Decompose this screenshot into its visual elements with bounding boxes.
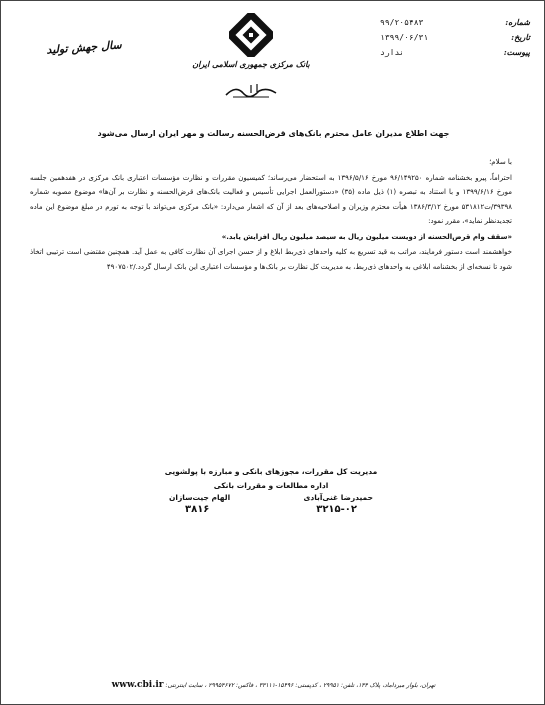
code-right: ۳۲۱۵-۰۲ bbox=[316, 504, 357, 515]
footer-address: تهران، بلوار میرداماد، پلاک ۱۴۴، تلفن: ۲۹۹۵۱ ، کدپستی: ۱۵۴۹۶-۳۳۱۱۱ ، فاکس: ۲۹۹۵۴۶۷۲ ، سایت اینترنتی: bbox=[165, 682, 436, 689]
signer-codes bbox=[151, 504, 391, 515]
resolution-quote: «سقف وام قرض‌الحسنه از دویست میلیون ریال به سیصد میلیون ریال افزایش یابد.» bbox=[221, 232, 512, 241]
signature-block bbox=[151, 467, 391, 515]
attachment-row bbox=[380, 45, 530, 60]
code-left: ۳۸۱۶ bbox=[185, 504, 210, 515]
number-label: شماره: bbox=[505, 17, 530, 27]
letter-footer bbox=[1, 680, 545, 690]
date-row bbox=[380, 30, 530, 45]
bismillah-calligraphy bbox=[221, 79, 281, 103]
central-bank-logo-icon bbox=[229, 13, 273, 57]
attachment-value: ندارد bbox=[380, 48, 405, 57]
bank-name: بانک مرکزی جمهوری اسلامی ایران bbox=[192, 59, 310, 69]
signer-names bbox=[151, 493, 391, 502]
greeting: با سلام؛ bbox=[489, 158, 512, 166]
body-paragraph-1: احتراماً، پیرو بخشنامه شماره ۹۶/۱۴۹۲۵۰ مورخ ۱۳۹۶/۵/۱۶ به استحضار می‌رساند؛ کمیسیون مقررات و نظارت مؤسسات اعتباری بانک مرکزی در هفدهمین جلسه مورخ ۱۳۹۹/۶/۱۶ و با استناد به تبصره (۱) ذیل ماده (۳۵) «دستورالعمل اجرایی تأسیس و فعالیت بانک‌های قرض‌الحسنه و نظارت بر آن‌ها» موضوع مصوبه شماره ۳۹۳۹۸/ت۵۳۱۸۱۲ مورخ ۱۳۸۶/۳/۱۲ هیأت محترم وزیران و اصلاحیه‌های بعد از آن که اشعار می‌دارد: «بانک مرکزی می‌تواند با توجه به تورم در مبلغ موضوع این ماده تجدیدنظر نماید»، مقرر نمود: bbox=[30, 173, 512, 225]
number-value: ۹۹/۲۰۵۴۸۳ bbox=[380, 18, 424, 27]
date-value: ۱۳۹۹/۰۶/۳۱ bbox=[380, 33, 429, 42]
letter-body bbox=[30, 155, 512, 275]
department-2: اداره مطالعات و مقررات بانکی bbox=[213, 481, 329, 490]
number-row bbox=[380, 15, 530, 30]
date-label: تاریخ: bbox=[511, 32, 530, 42]
slogan-stamp: سال جهش تولید bbox=[45, 38, 123, 57]
letter-meta bbox=[380, 15, 530, 60]
signer-right: حمیدرضا غنی‌آبادی bbox=[303, 493, 373, 502]
signer-left: الهام جیت‌سازان bbox=[169, 493, 231, 502]
footer-website[interactable]: www.cbi.ir bbox=[111, 680, 164, 690]
body-paragraph-2: خواهشمند است دستور فرمایند، مراتب به قید تسریع به کلیه واحدهای ذی‌ربط ابلاغ و از حسن اجرای آن نظارت کافی به عمل آید. همچنین مقتضی است ترتیبی اتخاذ شود تا نسخه‌ای از بخشنامه ابلاغی به واحدهای ذی‌ربط، به مدیریت کل نظارت بر بانک‌ها و مؤسسات اعتباری این بانک ارسال گردد./۴۹۰۷۵۰۲ bbox=[30, 248, 512, 271]
letter-title: جهت اطلاع مدیران عامل محترم بانک‌های قرض‌الحسنه رسالت و مهر ایران ارسال می‌شود bbox=[97, 129, 450, 138]
department-1: مدیریت کل مقررات، مجوزهای بانکی و مبارزه با پولشویی bbox=[164, 467, 378, 476]
attachment-label: پیوست: bbox=[503, 47, 530, 57]
